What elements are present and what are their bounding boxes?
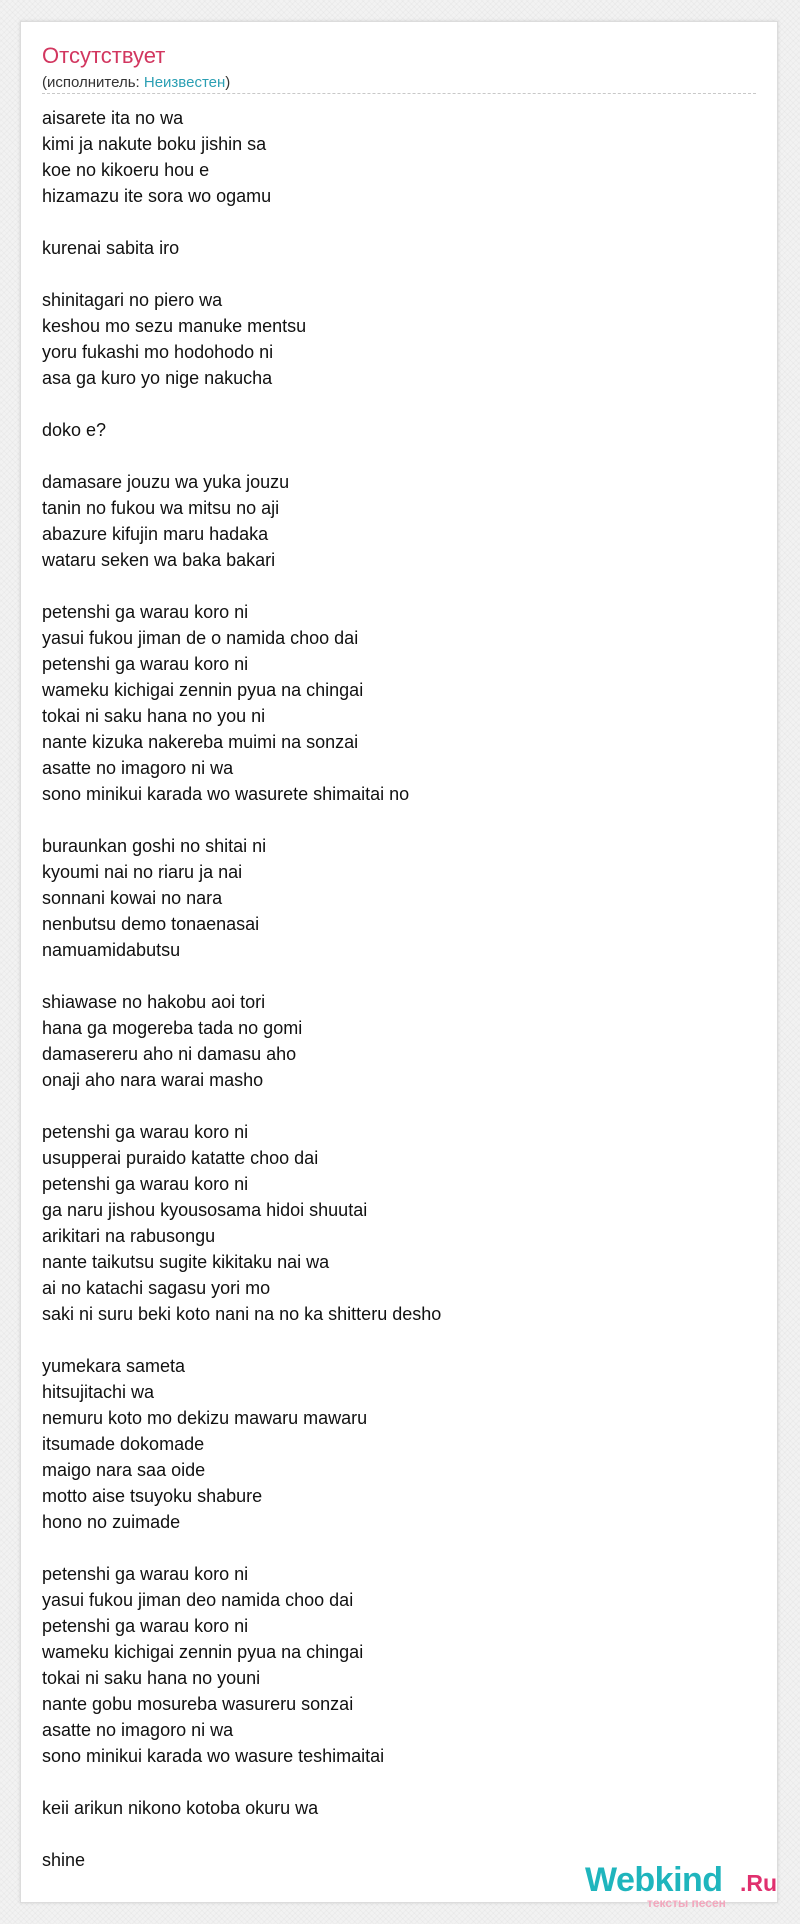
- lyrics-blank-line: [42, 1769, 742, 1795]
- title-divider: [42, 93, 756, 94]
- webkind-logo[interactable]: [585, 1860, 785, 1920]
- logo-wordmark: Webkind: [585, 1861, 723, 1899]
- lyrics-line: petenshi ga warau koro ni: [42, 602, 249, 622]
- lyrics-line: nante gobu mosureba wasureru sonzai: [42, 1694, 354, 1714]
- lyrics-line: sono minikui karada wo wasurete shimaitai no: [42, 784, 410, 804]
- artist-line: [42, 74, 230, 92]
- lyrics-blank-line: [42, 209, 742, 235]
- lyrics-line: yasui fukou jiman deo namida choo dai: [42, 1590, 354, 1610]
- lyrics-line: nemuru koto mo dekizu mawaru mawaru: [42, 1408, 368, 1428]
- lyrics-line: yasui fukou jiman de o namida choo dai: [42, 628, 359, 648]
- artist-prefix: (исполнитель:: [42, 74, 144, 91]
- lyrics-blank-line: [42, 391, 742, 417]
- lyrics-line: sonnani kowai no nara: [42, 888, 223, 908]
- lyrics-line: usupperai puraido katatte choo dai: [42, 1148, 319, 1168]
- lyrics-line: damasare jouzu wa yuka jouzu: [42, 472, 290, 492]
- lyrics-line: ga naru jishou kyousosama hidoi shuutai: [42, 1200, 368, 1220]
- lyrics-line: ai no katachi sagasu yori mo: [42, 1278, 271, 1298]
- lyrics-blank-line: [42, 807, 742, 833]
- lyrics-line: yoru fukashi mo hodohodo ni: [42, 342, 274, 362]
- lyrics-line: maigo nara saa oide: [42, 1460, 206, 1480]
- lyrics-line: asa ga kuro yo nige nakucha: [42, 368, 273, 388]
- song-title: Отсутствует: [42, 43, 166, 68]
- lyrics-line: shinitagari no piero wa: [42, 290, 223, 310]
- lyrics-line: hono no zuimade: [42, 1512, 181, 1532]
- lyrics-line: buraunkan goshi no shitai ni: [42, 836, 267, 856]
- lyrics-line: onaji aho nara warai masho: [42, 1070, 264, 1090]
- lyrics-line: petenshi ga warau koro ni: [42, 654, 249, 674]
- lyrics-line: asatte no imagoro ni wa: [42, 758, 234, 778]
- lyrics-blank-line: [42, 1821, 742, 1847]
- lyrics-line: tanin no fukou wa mitsu no aji: [42, 498, 280, 518]
- lyrics-line: petenshi ga warau koro ni: [42, 1122, 249, 1142]
- lyrics-line: namuamidabutsu: [42, 940, 181, 960]
- lyrics-line: nante taikutsu sugite kikitaku nai wa: [42, 1252, 330, 1272]
- lyrics-line: kyoumi nai no riaru ja nai: [42, 862, 243, 882]
- lyrics-blank-line: [42, 573, 742, 599]
- logo-domain-suffix: .Ru: [740, 1870, 778, 1896]
- lyrics-line: koe no kikoeru hou e: [42, 160, 210, 180]
- lyrics-blank-line: [42, 1535, 742, 1561]
- lyrics-blank-line: [42, 261, 742, 287]
- artist-suffix: ): [225, 74, 231, 91]
- lyrics-line: yumekara sameta: [42, 1356, 186, 1376]
- lyrics-line: tokai ni saku hana no you ni: [42, 706, 266, 726]
- artist-link[interactable]: Неизвестен: [143, 74, 226, 91]
- logo-tagline: тексты песен: [647, 1896, 726, 1910]
- lyrics-blank-line: [42, 1093, 742, 1119]
- lyrics-line: petenshi ga warau koro ni: [42, 1616, 249, 1636]
- lyrics-line: saki ni suru beki koto nani na no ka shitteru desho: [42, 1304, 442, 1324]
- lyrics-line: aisarete ita no wa: [42, 108, 184, 128]
- lyrics-line: arikitari na rabusongu: [42, 1226, 216, 1246]
- lyrics-line: wataru seken wa baka bakari: [42, 550, 276, 570]
- lyrics-line: doko e?: [42, 420, 107, 440]
- lyrics-card: [20, 21, 778, 1910]
- lyrics-line: tokai ni saku hana no youni: [42, 1668, 261, 1688]
- lyrics-line: petenshi ga warau koro ni: [42, 1564, 249, 1584]
- lyrics-text: [42, 105, 742, 1873]
- lyrics-line: sono minikui karada wo wasure teshimaitai: [42, 1746, 385, 1766]
- lyrics-line: keshou mo sezu manuke mentsu: [42, 316, 307, 336]
- lyrics-line: abazure kifujin maru hadaka: [42, 524, 269, 544]
- lyrics-line: shine: [42, 1850, 86, 1870]
- lyrics-line: wameku kichigai zennin pyua na chingai: [42, 1642, 364, 1662]
- lyrics-blank-line: [42, 1327, 742, 1353]
- lyrics-line: itsumade dokomade: [42, 1434, 205, 1454]
- lyrics-line: motto aise tsuyoku shabure: [42, 1486, 263, 1506]
- lyrics-line: hana ga mogereba tada no gomi: [42, 1018, 303, 1038]
- lyrics-line: hitsujitachi wa: [42, 1382, 155, 1402]
- lyrics-line: damasereru aho ni damasu aho: [42, 1044, 297, 1064]
- lyrics-line: kimi ja nakute boku jishin sa: [42, 134, 267, 154]
- lyrics-line: wameku kichigai zennin pyua na chingai: [42, 680, 364, 700]
- lyrics-line: kurenai sabita iro: [42, 238, 180, 258]
- lyrics-blank-line: [42, 443, 742, 469]
- lyrics-line: asatte no imagoro ni wa: [42, 1720, 234, 1740]
- lyrics-line: shiawase no hakobu aoi tori: [42, 992, 266, 1012]
- lyrics-blank-line: [42, 963, 742, 989]
- lyrics-line: petenshi ga warau koro ni: [42, 1174, 249, 1194]
- lyrics-line: hizamazu ite sora wo ogamu: [42, 186, 272, 206]
- lyrics-line: keii arikun nikono kotoba okuru wa: [42, 1798, 319, 1818]
- lyrics-line: nenbutsu demo tonaenasai: [42, 914, 260, 934]
- lyrics-line: nante kizuka nakereba muimi na sonzai: [42, 732, 359, 752]
